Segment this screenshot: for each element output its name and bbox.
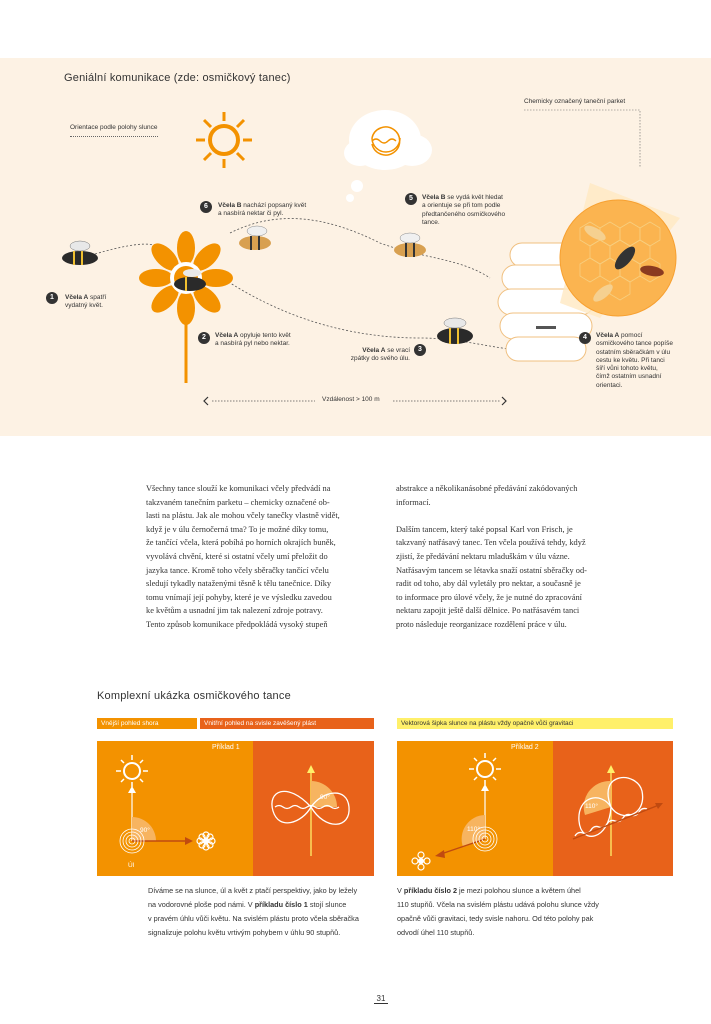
step-5-bold: Včela B <box>422 194 446 201</box>
step-1-text <box>65 294 106 311</box>
step-number-1: 1 <box>46 292 58 304</box>
text-line: když je v úlu černočerná tma? To je možné díky tomu, <box>146 524 329 534</box>
bee-icon <box>394 233 426 257</box>
text-line: abstrakce a několikanásobné předávání zakódovaných <box>396 484 578 493</box>
caption-line: v pravém úhlu vůči květu. Na svislém plástu proto včela sběračka <box>148 914 359 923</box>
parquet-leader-line <box>524 110 640 168</box>
step-number-5: 5 <box>405 193 417 205</box>
caption-line-start: V <box>397 886 404 895</box>
text-line: nektaru zapojit ještě další dělnice. Po natřásavém tanci <box>396 606 580 616</box>
step-3-line-2: zpátky do svého úlu. <box>350 355 410 363</box>
text-line: Natřásavým tancem se létavka snaží ostatní sběračky od- <box>396 565 587 575</box>
example-2-label: Příklad 2 <box>511 744 539 751</box>
text-line: jazyka tance. Kromě toho včely sběračky tančící včelu <box>146 565 329 575</box>
caption-line-rest: stojí slunce <box>307 900 347 909</box>
bee-icon <box>239 226 271 250</box>
caption-line: odvodí úhel 110 stupňů. <box>397 928 475 937</box>
text-line: Tento způsob komunikace předpokládá vysoký stupeň <box>146 619 328 629</box>
text-line: informací. <box>396 497 431 507</box>
step-6-text <box>218 202 306 219</box>
caption-line-rest: je mezi polohou slunce a květem úhel <box>457 886 581 895</box>
step-4-line: ostatním sběračkám v úlu <box>596 348 671 356</box>
tag-outside: Vnější pohled shora <box>97 718 197 729</box>
step-5-line-1: se vydá květ hledat <box>445 194 503 201</box>
step-2-line-1: opyluje tento květ <box>238 332 291 339</box>
example-1-graphic <box>97 741 374 876</box>
step-1-bold: Včela A <box>65 294 89 301</box>
step-4-line: orientaci. <box>596 381 623 389</box>
caption-line: opačně vůči gravitaci, tedy svisle nahoru. Od této polohy pak <box>397 914 594 923</box>
example-title: Komplexní ukázka osmičkového tance <box>97 690 291 702</box>
text-line: proto následuje reorganizace rozdělení práce v úlu. <box>396 619 567 629</box>
text-line: takzvaný natřásavý tanec. Ten včela používá tehdy, když <box>396 538 586 548</box>
caption-line <box>148 898 374 912</box>
body-text-left <box>146 482 372 632</box>
step-2-bold: Včela A <box>215 332 239 339</box>
text-line: lasti na plástu. Jak ale mohou včely tanečky vlastně vidět, <box>146 511 340 521</box>
step-1-line-1: spatří <box>88 294 107 301</box>
step-2-line-2: a nasbírá pyl nebo nektar. <box>215 340 290 348</box>
caption-line: signalizuje polohu květu vrtivým pohybem v úhlu 90 stupňů. <box>148 928 341 937</box>
text-line: ke květům a usnadní jim tak nalezení zdroje potravy. <box>146 606 323 616</box>
example-1-label: Příklad 1 <box>212 744 240 751</box>
caption-line: 110 stupňů. Včela na svislém plástu udává polohu slunce vždy <box>397 900 599 909</box>
hive-label: Úl <box>128 862 135 869</box>
caption-left <box>148 884 374 940</box>
step-4-text <box>596 332 673 390</box>
step-3-bold: Včela A <box>362 347 386 354</box>
caption-line: Díváme se na slunce, úl a květ z ptačí perspektivy, jako by ležely <box>148 886 358 895</box>
honeycomb-icon <box>560 200 676 316</box>
step-number-3: 3 <box>414 344 426 356</box>
text-line: Dalším tancem, který také popsal Karl von Frisch, je <box>396 524 573 534</box>
page-number: 31 <box>374 994 388 1004</box>
diagram-title: Geniální komunikace (zde: osmičkový tanec) <box>64 72 291 84</box>
step-number-6: 6 <box>200 201 212 213</box>
step-3-text <box>340 347 410 364</box>
step-2-text <box>215 332 291 349</box>
text-line <box>396 509 624 523</box>
caption-bold: příkladu číslo 2 <box>403 886 458 895</box>
angle-label-110: 110° <box>467 826 480 833</box>
step-4-line: cestu ke květu. Při tanci <box>596 356 665 364</box>
flight-path-out <box>230 219 490 278</box>
bee-icon <box>62 241 98 265</box>
step-6-line-1: nachází popsaný květ <box>241 202 307 209</box>
text-line: radit od toho, aby dál vyletály pro nektar, a současně je <box>396 579 581 589</box>
text-line: sledují tykadly nataženými těsně k tělu tanečnice. Díky <box>146 579 332 589</box>
step-1-line-2: vydatný květ. <box>65 302 103 310</box>
step-5-line: předtančeného osmičkového <box>422 210 506 218</box>
caption-line-start: na vodorovné ploše pod námi. V <box>148 900 255 909</box>
text-line: Všechny tance slouží ke komunikaci včely předvádí na <box>146 484 331 493</box>
parquet-label: Chemicky označený taneční parket <box>524 98 626 105</box>
step-5-text <box>422 194 505 227</box>
step-3-line-1: se vrací <box>385 347 410 354</box>
step-4-line: čímž ostatním usnadní <box>596 373 662 381</box>
text-line: zjistí, že předávání nektaru mladuškám v úlu vázne. <box>396 551 570 561</box>
angle-label-90-comb: 90° <box>320 794 330 801</box>
example-2-graphic <box>397 741 673 876</box>
flower-icon <box>139 231 233 383</box>
step-6-line-2: a nasbírá nektar či pyl. <box>218 210 284 218</box>
step-4-line: osmičkového tance popíše <box>596 340 673 348</box>
text-line: takzvaném tanečním parketu – chemicky označené ob- <box>146 497 330 507</box>
sun-icon <box>196 112 252 168</box>
text-line: že tančící včela, která pobíhá po horních okrajích buněk, <box>146 538 336 548</box>
caption-line <box>397 884 635 898</box>
body-text-right <box>396 482 624 632</box>
text-line: to informace pro úlové včely, že je nutné do zpracování <box>396 592 582 602</box>
step-4-bold: Včela A <box>596 332 620 339</box>
caption-right <box>397 884 635 940</box>
step-number-2: 2 <box>198 332 210 344</box>
step-4-line-1: pomocí <box>619 332 643 339</box>
angle-label-110-comb: 110° <box>585 803 598 810</box>
text-line: tomu vnímají její pohyby, které je ve výsledku zavedou <box>146 592 332 602</box>
bee-icon <box>437 318 473 344</box>
thought-cloud-icon <box>344 110 432 202</box>
sun-label: Orientace podle polohy slunce <box>70 124 158 131</box>
caption-bold: příkladu číslo 1 <box>254 900 308 909</box>
step-5-line: tance. <box>422 218 440 226</box>
step-4-line: šíří vůni tohoto květu, <box>596 365 658 373</box>
tag-inside: Vnitřní pohled na svisle zavěšený plást <box>200 718 374 729</box>
step-6-bold: Včela B <box>218 202 242 209</box>
tag-vector: Vektorová šipka slunce na plástu vždy opačně vůči gravitaci <box>397 718 673 729</box>
step-number-4: 4 <box>579 332 591 344</box>
text-line: vyvolává chvění, které si ostatní včely umí přeložit do <box>146 551 328 561</box>
distance-label: Vzdálenost > 100 m <box>322 396 380 403</box>
angle-label-90: 90° <box>140 827 150 834</box>
step-5-line: a orientuje se při tom podle <box>422 202 501 210</box>
